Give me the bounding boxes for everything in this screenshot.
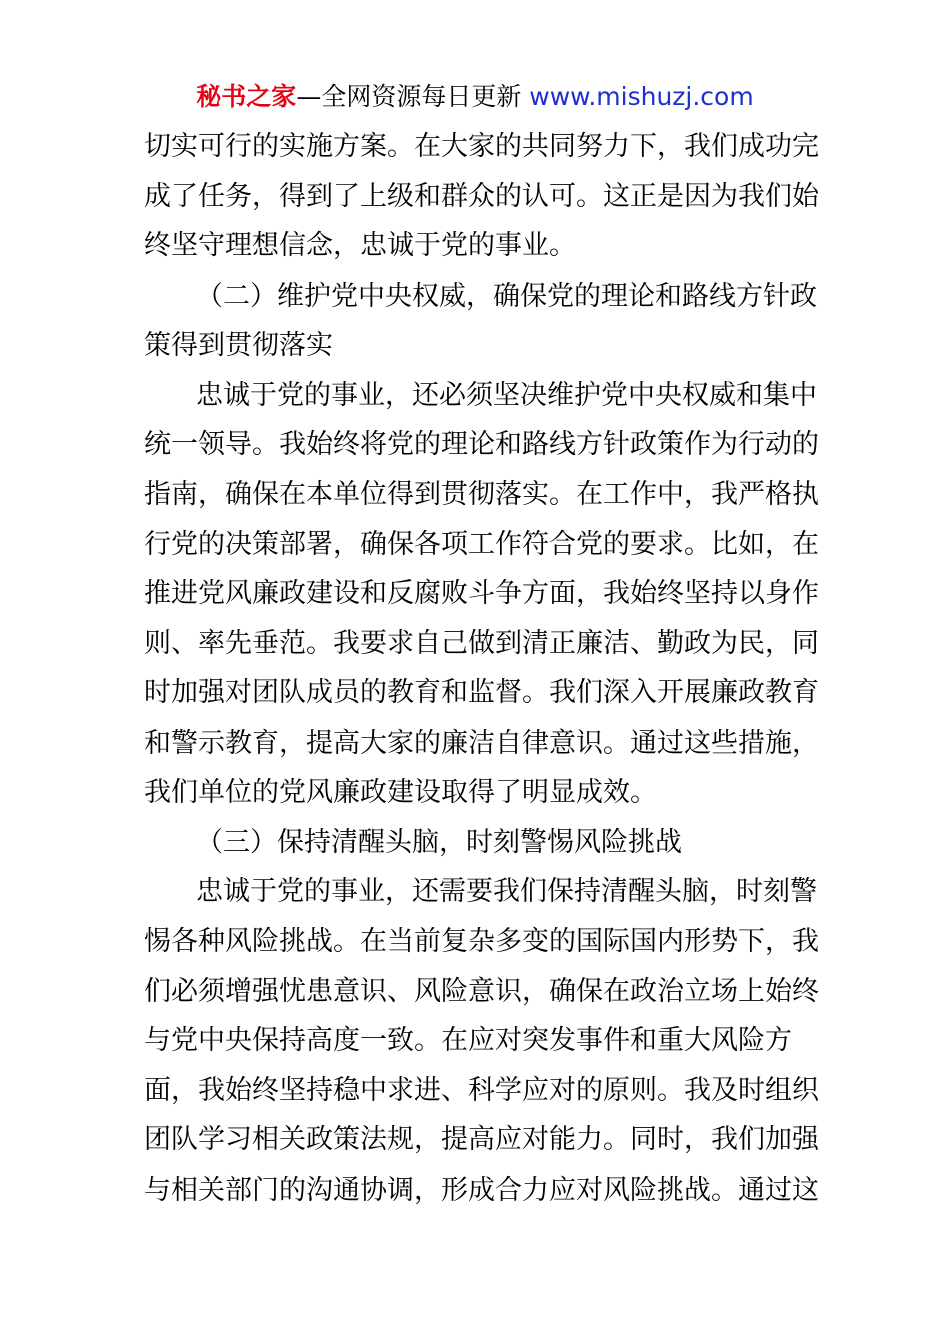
body-line: 面，我始终坚持稳中求进、科学应对的原则。我及时组织: [144, 1075, 819, 1106]
body-line: 统一领导。我始终将党的理论和路线方针政策作为行动的: [144, 429, 819, 460]
body-line: 与相关部门的沟通协调，形成合力应对风险挑战。通过这: [144, 1175, 819, 1206]
body-line: 们必须增强忧患意识、风险意识，确保在政治立场上始终: [144, 976, 819, 1007]
body-line: 推进党风廉政建设和反腐败斗争方面，我始终坚持以身作: [144, 578, 819, 609]
body-line: 终坚守理想信念，忠诚于党的事业。: [144, 230, 576, 261]
body-line: 惕各种风险挑战。在当前复杂多变的国际国内形势下，我: [144, 926, 819, 957]
site-tagline: —全网资源每日更新: [296, 82, 522, 111]
body-line: 则、率先垂范。我要求自己做到清正廉洁、勤政为民，同: [144, 628, 819, 659]
site-brand: 秘书之家: [196, 82, 297, 111]
body-line: 成了任务，得到了上级和群众的认可。这正是因为我们始: [144, 181, 819, 212]
body-line: 忠诚于党的事业，还需要我们保持清醒头脑，时刻警: [196, 876, 817, 907]
body-line: 和警示教育，提高大家的廉洁自律意识。通过这些措施，: [144, 728, 819, 759]
body-line: 团队学习相关政策法规，提高应对能力。同时，我们加强: [144, 1124, 819, 1155]
section-heading: （三）保持清醒头脑，时刻警惕风险挑战: [196, 827, 682, 858]
body-line: 行党的决策部署，确保各项工作符合党的要求。比如，在: [144, 529, 819, 560]
body-line: 时加强对团队成员的教育和监督。我们深入开展廉政教育: [144, 677, 819, 708]
site-header: [0, 80, 950, 114]
body-line: 切实可行的实施方案。在大家的共同努力下，我们成功完: [144, 131, 819, 162]
site-url[interactable]: www.mishuzj.com: [529, 82, 754, 111]
section-heading: 策得到贯彻落实: [144, 330, 333, 361]
body-line: 指南，确保在本单位得到贯彻落实。在工作中，我严格执: [144, 479, 819, 510]
body-line: 忠诚于党的事业，还必须坚决维护党中央权威和集中: [196, 380, 817, 411]
body-line: 我们单位的党风廉政建设取得了明显成效。: [144, 777, 657, 808]
section-heading: （二）维护党中央权威，确保党的理论和路线方针政: [196, 281, 817, 312]
body-line: 与党中央保持高度一致。在应对突发事件和重大风险方: [144, 1025, 792, 1056]
